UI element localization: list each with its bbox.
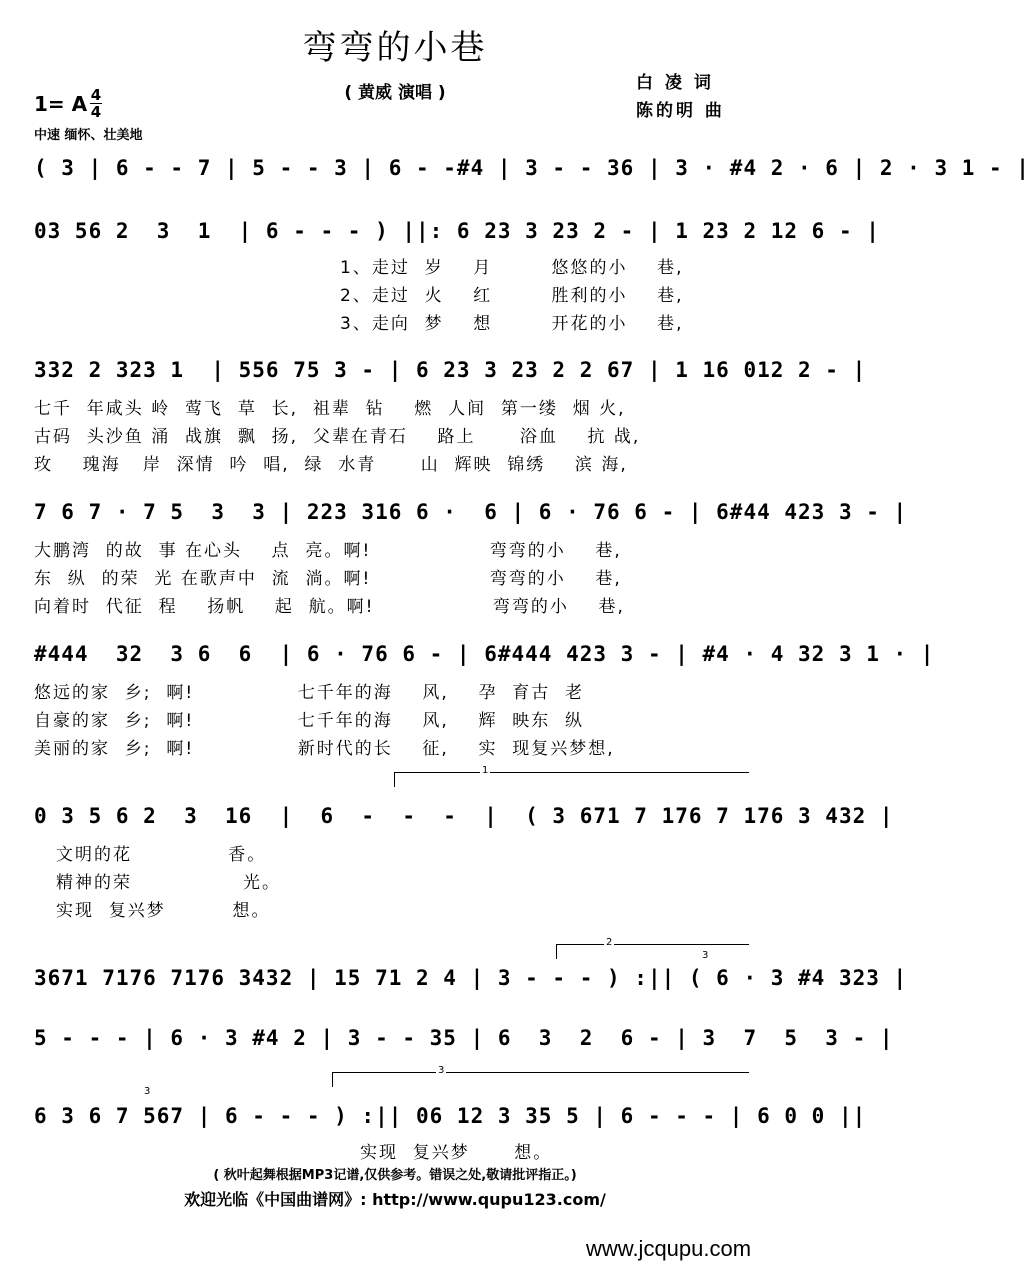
time-signature-bottom: 4 [90,103,102,121]
score-line-9: 6 3 6 7 567 | 6 - - - ) :|| 06 12 3 35 5 | 6 - - - | 6 0 0 || [34,1104,867,1128]
triplet-mark-1: 3 [702,950,709,961]
lyric-line-2-verse-1: 1、走过 岁 月 悠悠的小 巷, [340,258,684,278]
watermark: www.jcqupu.com [586,1236,752,1261]
volta-bracket-3 [332,1072,749,1087]
song-title: 弯弯的小巷 [302,28,488,68]
lyric-line-4-verse-3: 向着时 代征 程 扬帆 起 航。啊! 弯弯的小 巷, [34,597,625,617]
lyric-line-4-verse-1: 大鹏湾 的故 事 在心头 点 亮。啊! 弯弯的小 巷, [34,541,622,561]
lyric-line-2-verse-2: 2、走过 火 红 胜利的小 巷, [340,286,684,306]
lyric-line-3-verse-1: 七千 年咸头 岭 莺飞 草 长, 祖辈 钻 燃 人间 第一缕 烟 火, [34,399,626,419]
lyric-line-6-verse-2: 精神的荣 光。 [56,873,282,893]
transcriber-note: ( 秋叶起舞根据MP3记谱,仅供参考。错误之处,敬请批评指正。) [213,1168,577,1183]
volta-number-2: 2 [606,937,613,948]
volta-number-1: 1 [482,765,489,776]
lyric-line-4-verse-2: 东 纵 的荣 光 在歌声中 流 淌。啊! 弯弯的小 巷, [34,569,622,589]
score-line-5: #444 32 3 6 6 | 6 · 76 6 - | 6#444 423 3 - | #4 · 4 32 3 1 · | [34,642,935,666]
score-line-6: 0 3 5 6 2 3 16 | 6 - - - | ( 3 671 7 176 7 176 3 432 | [34,804,894,828]
lyric-line-5-verse-3: 美丽的家 乡; 啊! 新时代的长 征, 实 现复兴梦想, [34,739,615,759]
triplet-mark-2: 3 [144,1086,151,1097]
lyric-line-9: 实现 复兴梦 想。 [360,1143,553,1163]
tempo-marking: 中速 缅怀、壮美地 [34,128,143,143]
score-line-3: 332 2 323 1 | 556 75 3 - | 6 23 3 23 2 2 67 | 1 16 012 2 - | [34,358,867,382]
score-line-1: ( 3 | 6 - - 7 | 5 - - 3 | 6 - -#4 | 3 - - 36 | 3 · #4 2 · 6 | 2 · 3 1 - | [34,156,1030,180]
lyric-line-6-verse-1: 文明的花 香。 [56,845,267,865]
lyric-line-5-verse-2: 自豪的家 乡; 啊! 七千年的海 风, 辉 映东 纵 [34,711,585,731]
site-welcome: 欢迎光临《中国曲谱网》: http://www.qupu123.com/ [184,1190,606,1209]
lyric-line-3-verse-2: 古码 头沙鱼 涌 战旗 飘 扬, 父辈在青石 路上 浴血 抗 战, [34,427,641,447]
lyric-line-2-verse-3: 3、走向 梦 想 开花的小 巷, [340,314,684,334]
lyricist-credit: 白 凌 词 [636,73,714,93]
volta-bracket-1 [394,772,749,787]
lyric-line-3-verse-3: 玫 瑰海 岸 深情 吟 唱, 绿 水青 山 辉映 锦绣 滨 海, [34,455,628,475]
volta-bracket-2 [556,944,749,959]
key-signature: 1= A [34,92,88,116]
singer-credit: ( 黄威 演唱 ) [344,83,446,103]
score-line-2: 03 56 2 3 1 | 6 - - - ) ||: 6 23 3 23 2 - | 1 23 2 12 6 - | [34,219,880,243]
lyric-line-5-verse-1: 悠远的家 乡; 啊! 七千年的海 风, 孕 育古 老 [34,683,585,703]
score-line-7: 3671 7176 7176 3432 | 15 71 2 4 | 3 - - - ) :|| ( 6 · 3 #4 323 | [34,966,908,990]
volta-number-3: 3 [438,1065,445,1076]
time-signature [88,88,104,119]
lyric-line-6-verse-3: 实现 复兴梦 想。 [56,901,271,921]
score-line-4: 7 6 7 · 7 5 3 3 | 223 316 6 · 6 | 6 · 76 6 - | 6#44 423 3 - | [34,500,908,524]
composer-credit: 陈的明 曲 [636,101,725,121]
score-line-8: 5 - - - | 6 · 3 #4 2 | 3 - - 35 | 6 3 2 6 - | 3 7 5 3 - | [34,1026,894,1050]
time-signature-top: 4 [90,86,102,104]
